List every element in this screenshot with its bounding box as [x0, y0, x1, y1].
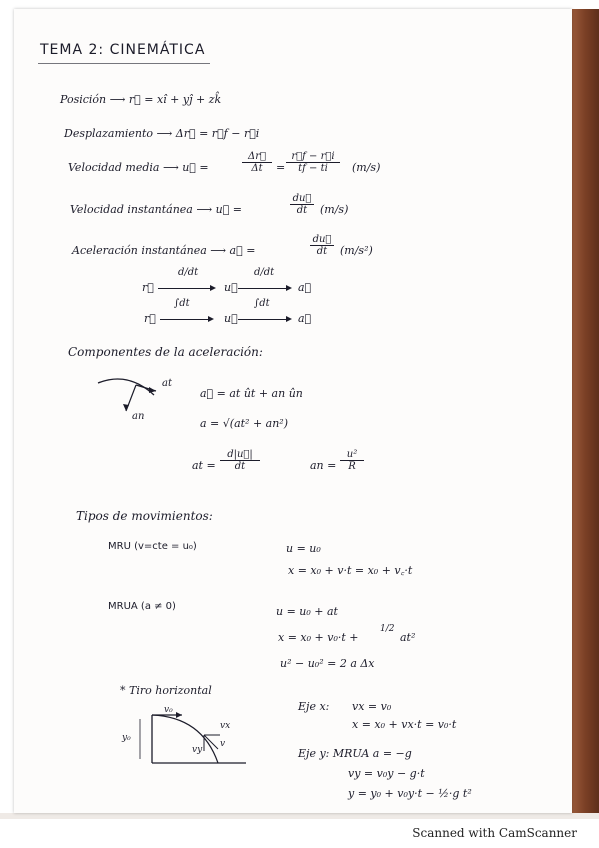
fraction-denominator: tf − ti [298, 163, 328, 174]
movimientos-heading: Tipos de movimientos: [76, 509, 213, 523]
page-bottom-edge [0, 813, 599, 819]
at-eq-lhs: at = [192, 459, 216, 472]
desplazamiento-line: Desplazamiento ⟶ Δr⃗ = r⃗f − r⃗i [64, 127, 260, 140]
fraction-denominator: Δt [251, 163, 263, 174]
tiro-horizontal-diagram [132, 705, 252, 769]
v-label: v [220, 739, 226, 749]
chain-u-1: u⃗ [224, 281, 238, 294]
fraction-denominator: dt [234, 461, 246, 472]
page-title: TEMA 2: CINEMÁTICA [40, 42, 206, 58]
eje-x-eq-1: vx = v₀ [352, 700, 392, 713]
modulo-eq: a = √(at² + an²) [200, 417, 289, 430]
chain-arrow [238, 288, 290, 289]
chain-a-1: a⃗ [298, 281, 312, 294]
desk-edge [572, 9, 599, 819]
an-label: an [132, 411, 145, 422]
mrua-eq-2-tail: at² [400, 631, 416, 644]
fraction-denominator: R [348, 461, 356, 472]
aceleracion-instantanea-label: Aceleración instantánea ⟶ a⃗ = [72, 244, 256, 257]
tiro-horizontal-heading: * Tiro horizontal [120, 684, 212, 697]
posicion-line: Posición ⟶ r⃗ = xî + yĵ + zk̂ [60, 93, 222, 106]
mrua-label: MRUA (a ≠ 0) [108, 601, 176, 612]
chain-op-int-1: ∫dt [174, 298, 190, 309]
fraction-at [220, 449, 260, 472]
mrua-eq-2-half: 1/2 [380, 624, 395, 634]
fraction-numerator: du⃗ [290, 193, 314, 205]
fraction-du-dt [290, 193, 314, 216]
eje-y-eq-1: vy = v₀y − g·t [348, 767, 425, 780]
fraction-rf-ri [286, 151, 340, 174]
fraction-dv-dt [310, 234, 334, 257]
chain-u-2: u⃗ [224, 312, 238, 325]
notes-page [14, 9, 572, 813]
vector-components-eq: a⃗ = at ût + an ûn [200, 387, 303, 400]
chain-a-2: a⃗ [298, 312, 312, 325]
chain-r-1: r⃗ [142, 281, 154, 294]
vx-label: vx [220, 721, 231, 731]
at-label: at [162, 378, 172, 389]
equals-sign: = [276, 161, 286, 174]
mrua-eq-1: u = u₀ + at [276, 605, 338, 618]
units-ms-2: (m/s) [320, 203, 349, 216]
v0-label: v₀ [164, 705, 173, 715]
fraction-numerator: Δr⃗ [242, 151, 272, 163]
chain-op-int-2: ∫dt [254, 298, 270, 309]
eje-y-eq-2: y = y₀ + v₀y·t − ½·g t² [348, 787, 472, 800]
velocidad-instantanea-label: Velocidad instantánea ⟶ u⃗ = [70, 203, 243, 216]
chain-arrow [238, 319, 290, 320]
scanner-watermark: Scanned with CamScanner [412, 826, 577, 840]
fraction-denominator: dt [296, 205, 308, 216]
an-eq-lhs: an = [310, 459, 337, 472]
fraction-numerator: d|u⃗| [220, 449, 260, 461]
units-ms2: (m/s²) [340, 244, 373, 257]
fraction-dr-dt [242, 151, 272, 174]
vy-label: vy [192, 745, 203, 755]
chain-op-ddt-2: d/dt [254, 267, 275, 278]
units-ms: (m/s) [352, 161, 381, 174]
y0-label: y₀ [122, 733, 131, 743]
chain-op-ddt-1: d/dt [178, 267, 199, 278]
mrua-eq-3: u² − u₀² = 2 a Δx [280, 657, 375, 670]
mru-eq-1: u = u₀ [286, 542, 321, 555]
componentes-heading: Componentes de la aceleración: [68, 345, 263, 359]
velocidad-media-label: Velocidad media ⟶ u⃗ = [68, 161, 209, 174]
eje-x-label: Eje x: [298, 700, 330, 713]
fraction-numerator: du⃗ [310, 234, 334, 246]
chain-r-2: r⃗ [144, 312, 156, 325]
mru-eq-2: x = x₀ + v·t = x₀ + v꜀·t [288, 564, 413, 577]
fraction-numerator: r⃗f − r⃗i [286, 151, 340, 163]
chain-arrow [160, 319, 212, 320]
fraction-an [340, 449, 364, 472]
acceleration-components-diagram [96, 369, 166, 429]
fraction-numerator: u² [340, 449, 364, 461]
title-underline [38, 63, 210, 64]
chain-arrow [158, 288, 214, 289]
fraction-denominator: dt [316, 246, 328, 257]
mru-label: MRU (v=cte = u₀) [108, 541, 197, 552]
mrua-eq-2: x = x₀ + v₀·t + [278, 631, 359, 644]
eje-y-label: Eje y: MRUA a = −g [298, 747, 412, 760]
eje-x-eq-2: x = x₀ + vx·t = v₀·t [352, 718, 457, 731]
